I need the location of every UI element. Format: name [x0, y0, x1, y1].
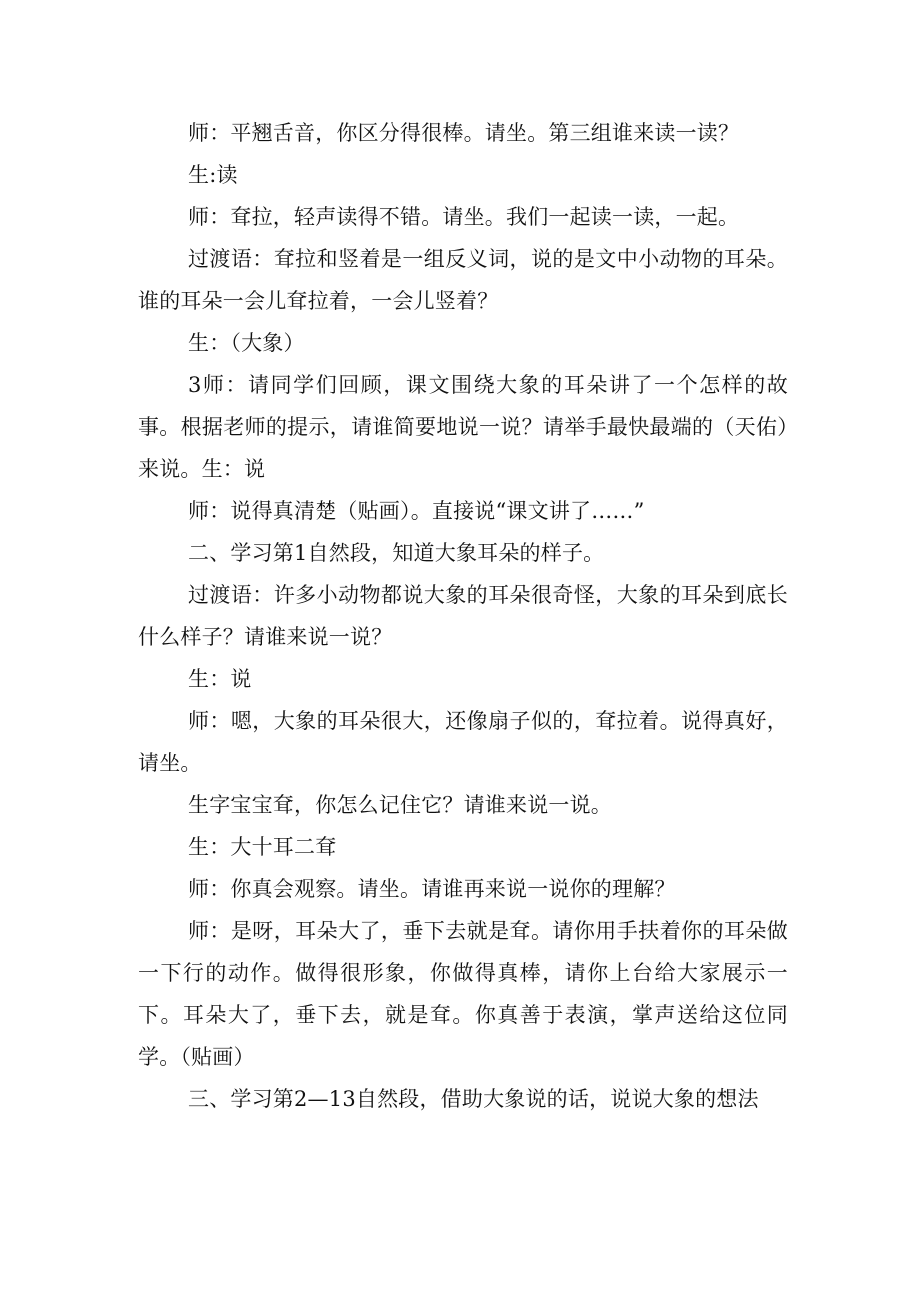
paragraph: 师：你真会观察。请坐。请谁再来说一说你的理解？	[188, 877, 676, 901]
paragraph: 师：是呀，耳朵大了，垂下去就是耷。请你用手扶着你的耳朵做一下行的动作。做得很形象，你做得真棒，请你上台给大家展示一下。耳朵大了，垂下去，就是耷。你真善于表演，掌声送给这位同学。（贴画）	[138, 919, 788, 1069]
paragraph: 师：嗯，大象的耳朵很大，还像扇子似的，耷拉着。说得真好，请坐。	[138, 709, 788, 775]
paragraph: 师：说得真清楚（贴画）。直接说“课文讲了……”	[188, 499, 645, 523]
paragraph: 过渡语：许多小动物都说大象的耳朵很奇怪，大象的耳朵到底长什么样子？请谁来说一说？	[138, 583, 788, 649]
paragraph: 师：耷拉，轻声读得不错。请坐。我们一起读一读，一起。	[188, 205, 740, 229]
paragraph: 过渡语：耷拉和竖着是一组反义词，说的是文中小动物的耳朵。谁的耳朵一会儿耷拉着，一会儿竖着？	[138, 247, 788, 313]
section-heading: 三、学习第2—13自然段，借助大象说的话，说说大象的想法	[188, 1087, 759, 1111]
paragraph: 生字宝宝耷，你怎么记住它？请谁来说一说。	[188, 793, 612, 817]
paragraph: 师：平翘舌音，你区分得很棒。请坐。第三组谁来读一读？	[188, 121, 740, 145]
section-heading: 二、学习第1自然段，知道大象耳朵的样子。	[188, 541, 605, 565]
paragraph: 3师：请同学们回顾，课文围绕大象的耳朵讲了一个怎样的故事。根据老师的提示，请谁简要地说一说？请举手最快最端的（天佑）来说。生：说	[138, 373, 788, 481]
paragraph: 生：说	[188, 667, 252, 691]
document-body	[138, 112, 788, 1120]
paragraph: 生：大十耳二耷	[188, 835, 337, 859]
paragraph: 生:读	[188, 163, 238, 187]
paragraph: 生：（大象）	[188, 331, 305, 355]
